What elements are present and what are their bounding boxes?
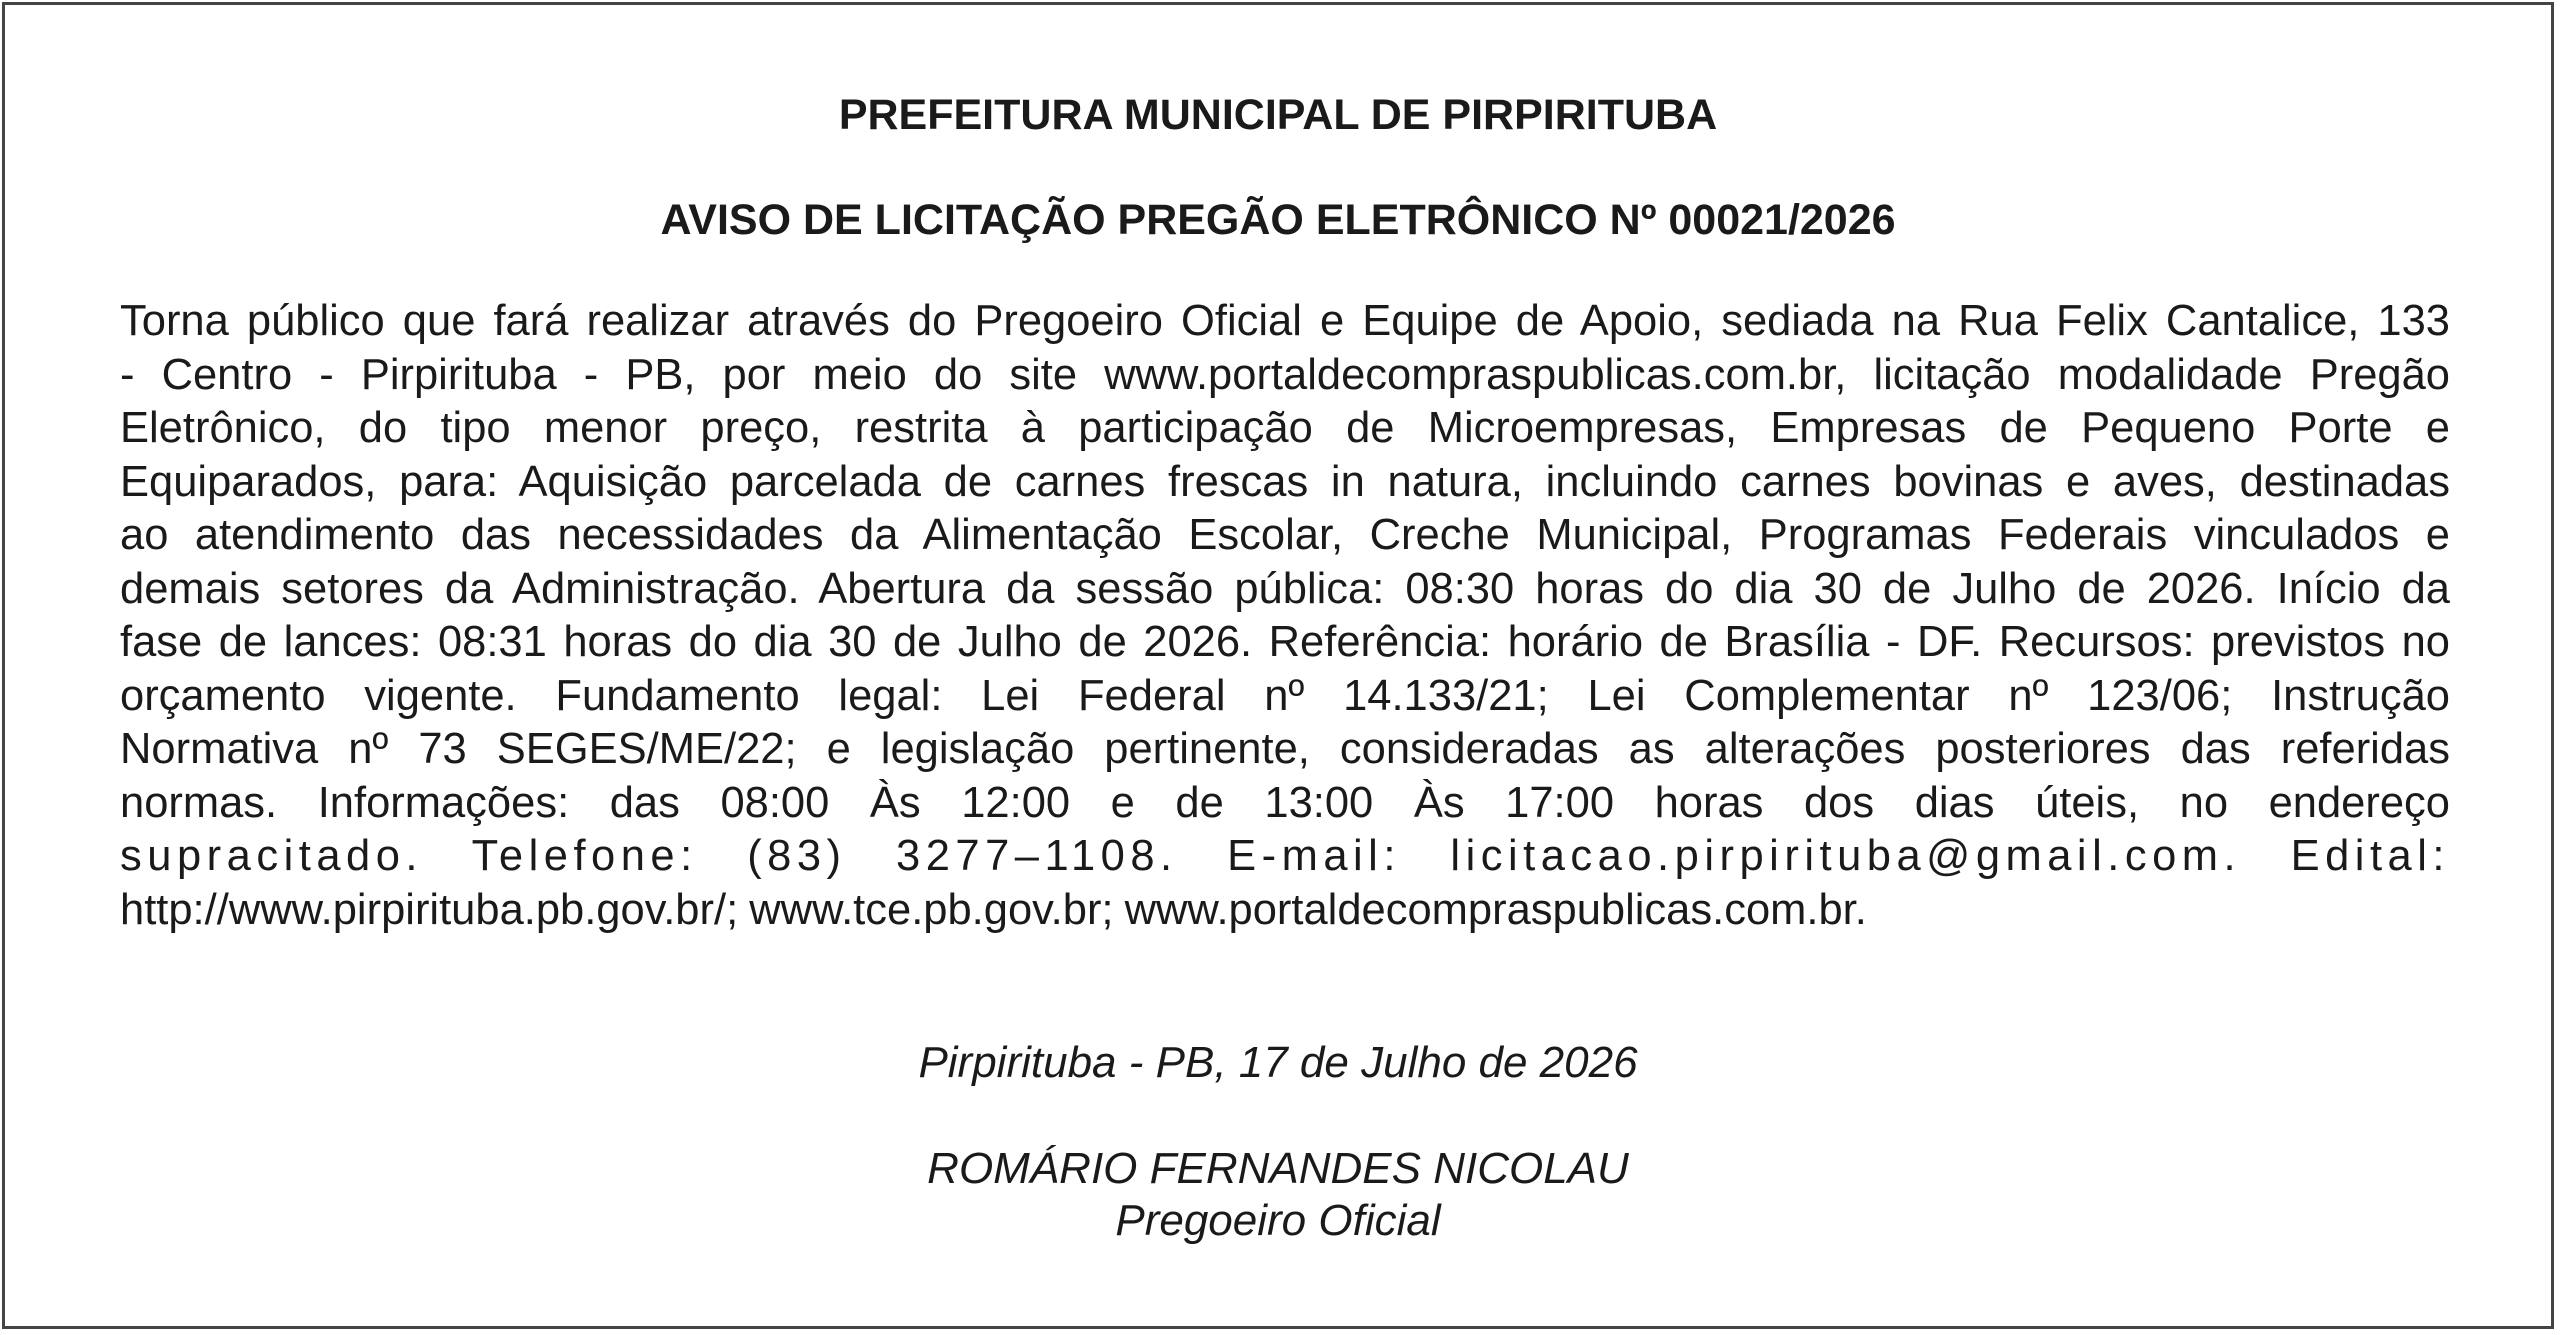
body-line: fase de lances: 08:31 horas do dia 30 de Julho de 2026. Referência: horário de Brasília - DF. Recursos: previstos no xyxy=(120,618,2450,666)
notice-body xyxy=(120,295,2450,937)
notice-title: AVISO DE LICITAÇÃO PREGÃO ELETRÔNICO Nº 00021/2026 xyxy=(660,196,1896,244)
body-line: orçamento vigente. Fundamento legal: Lei Federal nº 14.133/21; Lei Complementar nº 123/06; Instrução xyxy=(120,671,2450,720)
body-line: Equiparados, para: Aquisição parcelada de carnes frescas in natura, incluindo carnes bovinas e aves, destinadas xyxy=(120,457,2450,506)
body-line: ao atendimento das necessidades da Alimentação Escolar, Creche Municipal, Programas Federais vinculados e xyxy=(120,511,2450,559)
body-line: Normativa nº 73 SEGES/ME/22; e legislação pertinente, consideradas as alterações posteriores das referidas xyxy=(120,725,2450,773)
body-line: supracitado. Telefone: (83) 3277–1108. E-mail: licitacao.pirpirituba@gmail.com. Edital: xyxy=(120,832,2450,880)
agency-title: PREFEITURA MUNICIPAL DE PIRPIRITUBA xyxy=(838,91,1718,139)
signature-place-date: Pirpirituba - PB, 17 de Julho de 2026 xyxy=(918,1038,1638,1087)
body-line: Torna público que fará realizar através do Pregoeiro Oficial e Equipe de Apoio, sediada na Rua Felix Cantalice, 133 xyxy=(120,297,2450,345)
body-line: - Centro - Pirpirituba - PB, por meio do site www.portaldecompraspublicas.com.br, licitação modalidade Pregão xyxy=(120,350,2450,399)
signature-role: Pregoeiro Oficial xyxy=(1115,1196,1441,1245)
body-line: demais setores da Administração. Abertura da sessão pública: 08:30 horas do dia 30 de Julho de 2026. Início da xyxy=(120,564,2450,613)
signature-name: ROMÁRIO FERNANDES NICOLAU xyxy=(927,1144,1629,1193)
body-line: http://www.pirpirituba.pb.gov.br/; www.tce.pb.gov.br; www.portaldecompraspublicas.com.br. xyxy=(120,885,1867,934)
body-line: Eletrônico, do tipo menor preço, restrita à participação de Microempresas, Empresas de Pequeno Porte e xyxy=(120,404,2450,452)
body-line: normas. Informações: das 08:00 Às 12:00 e de 13:00 Às 17:00 horas dos dias úteis, no endereço xyxy=(120,778,2450,827)
notice-frame xyxy=(2,2,2554,1329)
